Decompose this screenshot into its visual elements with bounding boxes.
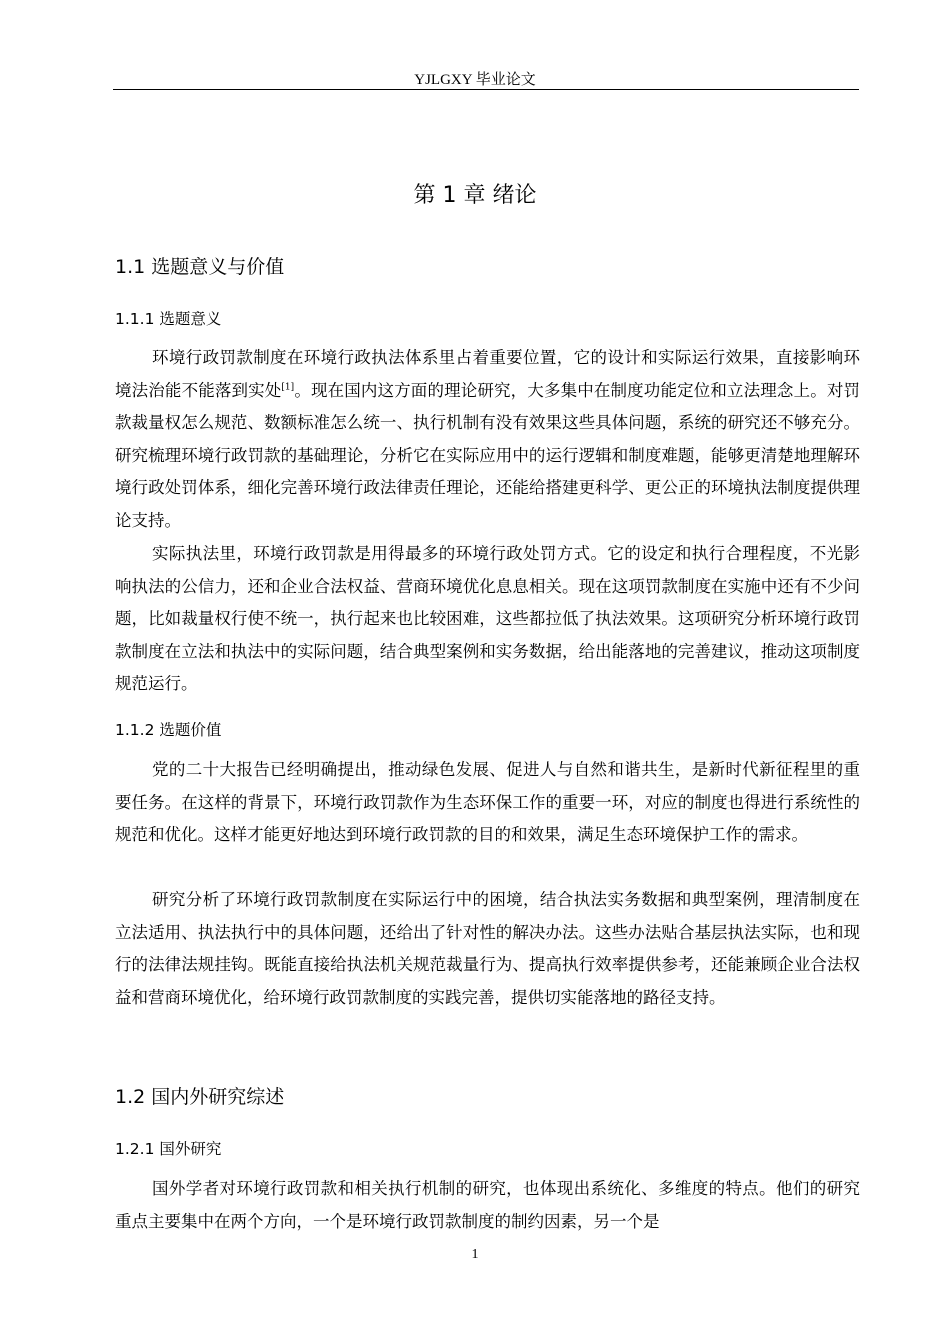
subsection-heading-1-1-2: 1.1.2 选题价值 <box>115 721 222 739</box>
citation-ref: [1] <box>281 382 295 393</box>
subsection-heading-1-1-1: 1.1.1 选题意义 <box>115 310 222 328</box>
paragraph-text: 。现在国内这方面的理论研究，大多集中在制度功能定位和立法理念上。对罚款裁量权怎么规范、数额标准怎么统一、执行机制有没有效果这些具体问题，系统的研究还不够充分。研究梳理环境行政罚款的基础理论，分析它在实际应用中的运行逻辑和制度难题，能够更清楚地理解环境行政处罚体系，细化完善环境行政法律责任理论，还能给搭建更科学、更公正的环境执法制度提供理论支持。 <box>115 380 861 530</box>
header-rule <box>113 89 859 90</box>
paragraph-text: 环境行政罚款制度在环境行政执法体系里占着重要位置，它的设计和实际运行效果，直接影响环境法治能不能落到实处 <box>115 348 860 400</box>
page-number: 1 <box>471 1247 479 1262</box>
running-header: YJLGXY 毕业论文 <box>414 72 536 88</box>
paragraph-1-1-2-b: 研究分析了环境行政罚款制度在实际运行中的困境，结合执法实务数据和典型案例，理清制度在立法适用、执法执行中的具体问题，还给出了针对性的解决办法。这些办法贴合基层执法实际，也和现行的法律法规挂钩。既能直接给执法机关规范裁量行为、提高执行效率提供参考，还能兼顾企业合法权益和营商环境优化，给环境行政罚款制度的实践完善，提供切实能落地的路径支持。 <box>115 890 860 1007</box>
paragraph-1-1-1-a <box>115 342 860 538</box>
paragraph-1-2-1-a: 国外学者对环境行政罚款和相关执行机制的研究，也体现出系统化、多维度的特点。他们的研究重点主要集中在两个方向，一个是环境行政罚款制度的制约因素，另一个是 <box>115 1179 860 1231</box>
paragraph-1-1-1-b: 实际执法里，环境行政罚款是用得最多的环境行政处罚方式。它的设定和执行合理程度，不光影响执法的公信力，还和企业合法权益、营商环境优化息息相关。现在这项罚款制度在实施中还有不少问题，比如裁量权行使不统一，执行起来也比较困难，这些都拉低了执法效果。这项研究分析环境行政罚款制度在立法和执法中的实际问题，结合典型案例和实务数据，给出能落地的完善建议，推动这项制度规范运行。 <box>115 544 860 694</box>
chapter-title: 第 1 章 绪论 <box>413 183 537 208</box>
subsection-heading-1-2-1: 1.2.1 国外研究 <box>115 1140 222 1158</box>
paragraph-1-1-2-a: 党的二十大报告已经明确提出，推动绿色发展、促进人与自然和谐共生，是新时代新征程里的重要任务。在这样的背景下，环境行政罚款作为生态环保工作的重要一环，对应的制度也得进行系统性的规范和优化。这样才能更好地达到环境行政罚款的目的和效果，满足生态环境保护工作的需求。 <box>115 760 860 845</box>
section-heading-1-1: 1.1 选题意义与价值 <box>115 256 285 278</box>
section-heading-1-2: 1.2 国内外研究综述 <box>115 1086 285 1108</box>
